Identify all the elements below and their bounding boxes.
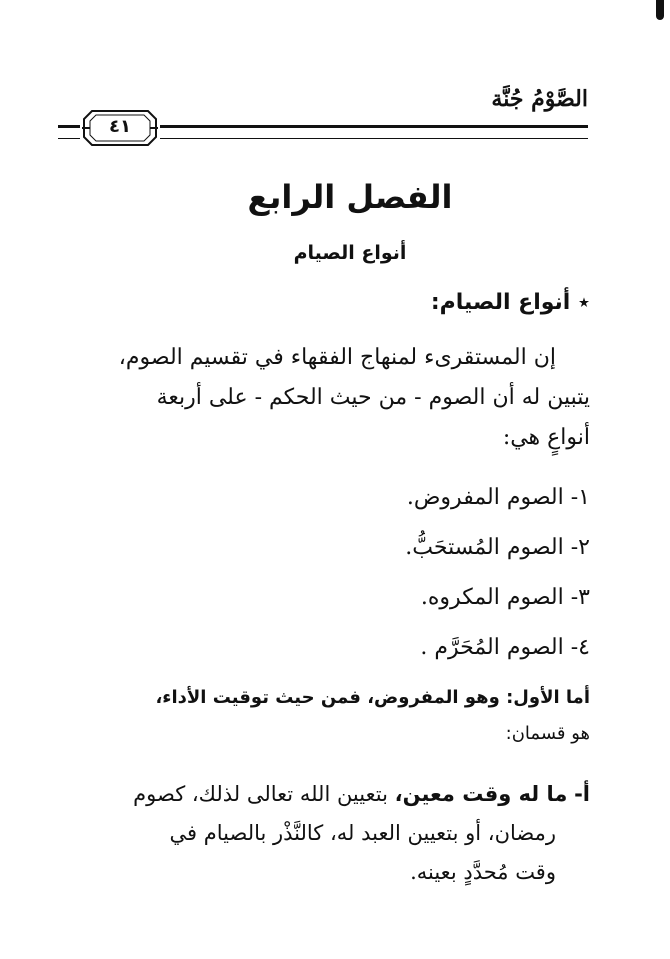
paragraph-line: أنواعٍ هي: <box>502 425 590 450</box>
chapter-subtitle: أنواع الصيام <box>293 242 407 264</box>
list-item: ٤- الصوم المُحَرَّم . <box>420 635 590 660</box>
sub-item-line <box>60 775 590 814</box>
intro-paragraph <box>60 338 590 458</box>
section-heading: ٭ أنواع الصيام: <box>430 290 590 315</box>
paragraph-line: وقت مُحدَّدٍ بعينه. <box>410 860 556 884</box>
first-type-paragraph <box>60 680 590 752</box>
sub-item-bold: ما له وقت معين، <box>394 782 568 806</box>
running-title: الصَّوْمُ جُنَّة <box>491 86 588 112</box>
header-rule-left <box>58 125 80 139</box>
page-number-ornament <box>82 107 158 149</box>
sub-item-a <box>60 775 590 892</box>
list-item: ٢- الصوم المُستحَبُّ. <box>405 535 590 560</box>
paragraph-line: أما الأول: وهو المفروض، فمن حيث توقيت الأداء، <box>155 687 590 708</box>
list-item: ٣- الصوم المكروه. <box>420 585 590 610</box>
page-number: ٤١ <box>109 116 131 137</box>
sub-item-label: أ- <box>574 782 590 806</box>
paragraph-line: إن المستقرىء لمنهاج الفقهاء في تقسيم الصوم، <box>118 345 556 370</box>
paragraph-line: رمضان، أو بتعيين العبد له، كالنَّذْر بالصيام في <box>169 821 556 845</box>
chapter-title: الفصل الرابع <box>247 178 453 216</box>
paragraph-line: هو قسمان: <box>505 723 590 744</box>
paragraph-line: يتبين له أن الصوم - من حيث الحكم - على أربعة <box>156 385 590 410</box>
header-rule-right <box>160 125 588 139</box>
scan-corner-mark <box>656 0 664 20</box>
list-item: ١- الصوم المفروض. <box>406 485 590 510</box>
sub-item-rest: بتعيين الله تعالى لذلك، كصوم <box>133 782 395 806</box>
